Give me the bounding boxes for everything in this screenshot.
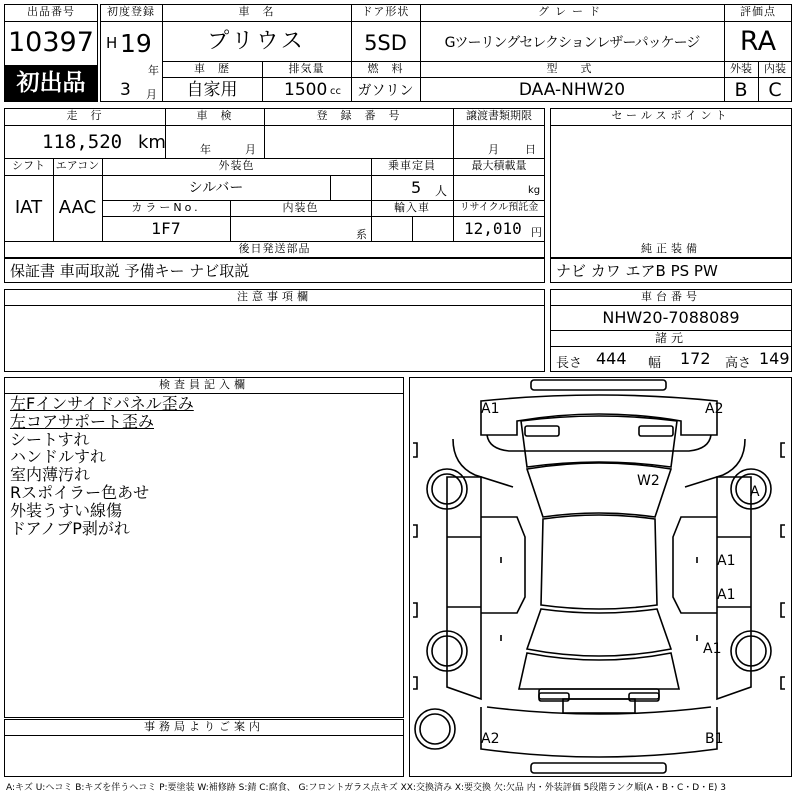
damage-mark: A1	[703, 641, 722, 657]
parts-items: 保証書 車両取説 予備キー ナビ取説	[10, 262, 250, 280]
fuel-label: 燃 料	[367, 62, 404, 75]
car-damage-diagram	[409, 377, 792, 777]
score: RA	[739, 26, 777, 57]
inspection-year-unit: 年	[200, 143, 211, 156]
exterior-grade: B	[734, 79, 748, 101]
parts-label: 後日発送部品	[238, 242, 311, 255]
damage-mark: A	[750, 484, 760, 500]
note-line: 室内薄汚れ	[10, 465, 91, 485]
recycle: 12,010	[464, 219, 522, 238]
car-name: プリウス	[207, 29, 306, 54]
fuel: ガソリン	[357, 83, 414, 99]
recycle-label: リサイクル預託金	[459, 202, 539, 213]
note-line: ハンドルすれ	[10, 447, 107, 467]
car-name-label: 車 名	[238, 5, 275, 18]
ac: AAC	[58, 197, 97, 218]
length-value: 444	[596, 349, 627, 368]
damage-mark: A1	[717, 553, 736, 569]
year-unit: 年	[148, 64, 159, 77]
note-line: 外装うすい線傷	[10, 500, 123, 520]
mileage-unit: km	[138, 132, 166, 153]
displacement-unit: cc	[330, 86, 341, 97]
dims-label: 諸元	[654, 331, 687, 345]
ext-color-label: 外装色	[218, 159, 255, 172]
reg-month: 3	[120, 80, 131, 100]
damage-mark: A1	[717, 587, 736, 603]
note-line: Rスポイラー色あせ	[10, 482, 150, 502]
transfer-day-unit: 日	[525, 143, 536, 156]
color-no: 1F7	[151, 219, 181, 238]
note-line: シートすれ	[10, 429, 90, 449]
note-line: 左Fインサイドパネル歪み	[10, 394, 194, 413]
inspection-month-unit: 月	[245, 143, 256, 156]
chassis-label: 車台番号	[641, 290, 701, 303]
displacement-label: 排気量	[288, 62, 325, 75]
damage-mark: A2	[481, 731, 500, 747]
shift: IAT	[14, 197, 43, 218]
door-label: ドア形状	[361, 5, 410, 18]
model-code: DAA-NHW20	[518, 80, 626, 100]
sales-point-label: セールスポイント	[611, 109, 731, 122]
color-no-label: カラーNo.	[131, 201, 201, 214]
int-color-unit: 系	[356, 228, 367, 241]
reg-year: 19	[120, 29, 152, 58]
recycle-unit: 円	[531, 226, 542, 239]
width-value: 172	[680, 349, 711, 368]
office-label: 事務局よりご案内	[144, 720, 264, 733]
damage-mark: A1	[481, 401, 500, 417]
shift-label: シフト	[12, 159, 45, 172]
sales-point-box	[550, 108, 792, 258]
import-label: 輸入車	[394, 201, 430, 214]
note-line: ドアノブP剥がれ	[10, 518, 130, 538]
note-line: 左コアサポート歪み	[10, 411, 155, 431]
transfer-label: 譲渡書類期限	[466, 109, 532, 122]
chassis-number: NHW20-7088089	[602, 308, 740, 327]
era-letter: H	[106, 34, 118, 52]
height-value: 149	[759, 349, 790, 368]
exterior-label: 外装	[730, 62, 752, 75]
max-load-label: 最大積載量	[471, 159, 527, 172]
displacement: 1500	[284, 80, 328, 100]
height-label: 高さ	[725, 356, 752, 371]
length-label: 長さ	[556, 356, 583, 371]
mileage-label: 走 行	[66, 109, 103, 122]
reg-no-label: 登 録 番 号	[316, 109, 401, 122]
model-label: 型 式	[546, 62, 598, 75]
damage-mark: W2	[637, 473, 660, 489]
equipment-label: 純正装備	[641, 242, 701, 255]
max-load-unit: kg	[528, 185, 541, 196]
month-unit: 月	[146, 88, 157, 101]
first-reg-label: 初度登録	[107, 5, 155, 18]
interior-grade: C	[768, 79, 782, 101]
damage-mark: A2	[705, 401, 724, 417]
grade-label: グレード	[538, 5, 606, 18]
int-color-label: 内装色	[282, 201, 319, 214]
grade: Gツーリングセレクションレザーパッケージ	[444, 35, 700, 51]
score-label: 評価点	[740, 5, 776, 18]
inspector-notes	[10, 395, 194, 537]
capacity-unit: 人	[435, 184, 448, 198]
capacity: 5	[411, 178, 422, 197]
width-label: 幅	[648, 356, 662, 371]
history: 自家用	[186, 80, 238, 100]
caution-label: 注意事項欄	[237, 290, 312, 303]
interior-label: 内装	[764, 62, 786, 75]
transfer-month-unit: 月	[488, 143, 499, 156]
ext-color: シルバー	[188, 180, 244, 196]
equipment-items: ナビ カワ エアB PS PW	[556, 262, 718, 280]
door-type: 5SD	[364, 31, 407, 55]
mileage: 118,520	[42, 131, 123, 153]
damage-mark: B1	[705, 731, 724, 747]
first-listing-text: 初出品	[16, 70, 86, 96]
history-label: 車 歴	[194, 62, 230, 75]
legend: A:キズ U:ヘコミ B:キズを伴うヘコミ P:要塗装 W:補修跡 S:錆 C:腐食、 G:フロントガラス点キズ XX:交換済み X:要交換 欠:欠品 内・外装評価 5段階ランク順(A・B・C・D・E) 3	[6, 783, 727, 793]
lot-label: 出品番号	[27, 5, 75, 18]
ac-label: エアコン	[55, 159, 100, 172]
inspector-label: 検査員記入欄	[159, 378, 249, 391]
inspection-label: 車 検	[196, 109, 233, 122]
lot-number: 10397	[8, 27, 94, 58]
capacity-label: 乗車定員	[388, 159, 436, 172]
